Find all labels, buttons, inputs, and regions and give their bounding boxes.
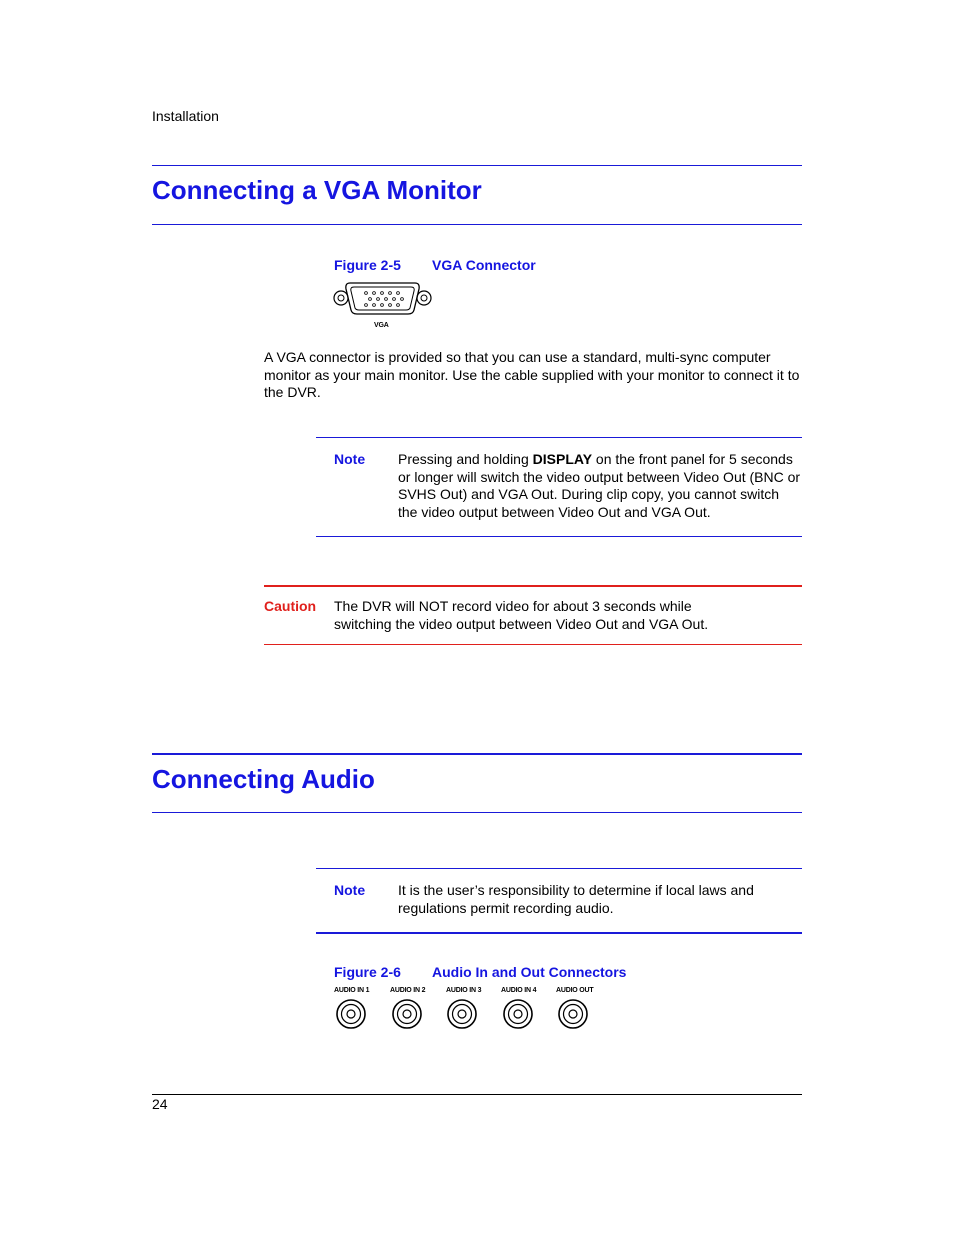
section-title-audio: Connecting Audio (152, 764, 375, 794)
note-text-bold: DISPLAY (532, 451, 593, 467)
note-text (398, 451, 802, 521)
footer-rule (152, 1094, 802, 1095)
note-top-rule (316, 868, 802, 869)
rca-jack-icon (504, 1000, 532, 1028)
figure-caption: Audio In and Out Connectors (432, 964, 627, 980)
rca-jack-icon (559, 1000, 587, 1028)
section-title-vga: Connecting a VGA Monitor (152, 175, 482, 205)
audio-connector-label: AUDIO OUT (556, 987, 594, 994)
caution-bottom-rule (264, 644, 802, 645)
note-text-before: Pressing and holding (398, 451, 533, 467)
section-bottom-rule (152, 812, 802, 813)
vga-paragraph: A VGA connector is provided so that you can use a standard, multi-sync computer monitor as your main monitor. Use the cable supplied with your monitor to connect it to the DVR. (264, 349, 800, 400)
rca-jack-icon (393, 1000, 421, 1028)
section-bottom-rule (152, 224, 802, 225)
rca-jack-icon (448, 1000, 476, 1028)
caution-top-rule (264, 585, 802, 587)
note-text-after: on the front panel for 5 seconds or longer will switch the video output between Video Out (BNC or SVHS Out) and VGA Out. During clip copy, you cannot switch the video output between Video Out and VGA Out. (398, 451, 801, 520)
audio-connector-label: AUDIO IN 2 (390, 987, 426, 994)
caution-label: Caution (264, 598, 317, 614)
running-head: Installation (152, 108, 219, 124)
caution-text: The DVR will NOT record video for about 3 seconds while switching the video output between Video Out and VGA Out. (334, 598, 709, 632)
note-top-rule (316, 437, 802, 438)
audio-jacks-illustration (332, 998, 592, 1032)
note-label: Note (334, 882, 366, 898)
note-bottom-rule (316, 932, 802, 934)
section-top-rule (152, 753, 802, 755)
audio-connector-label: AUDIO IN 3 (446, 987, 482, 994)
note-text: It is the user’s responsibility to determine if local laws and regulations permit recording audio. (398, 882, 754, 916)
note-label: Note (334, 451, 366, 467)
audio-connector-label: AUDIO IN 4 (501, 987, 537, 994)
section-top-rule (152, 165, 802, 166)
audio-connector-label: AUDIO IN 1 (334, 987, 370, 994)
page-number: 24 (152, 1096, 168, 1112)
vga-connector-label: VGA (374, 322, 389, 329)
figure-number: Figure 2-5 (334, 257, 401, 273)
note-bottom-rule (316, 536, 802, 537)
figure-caption: VGA Connector (432, 257, 536, 273)
rca-jack-icon (337, 1000, 365, 1028)
figure-number: Figure 2-6 (334, 964, 401, 980)
